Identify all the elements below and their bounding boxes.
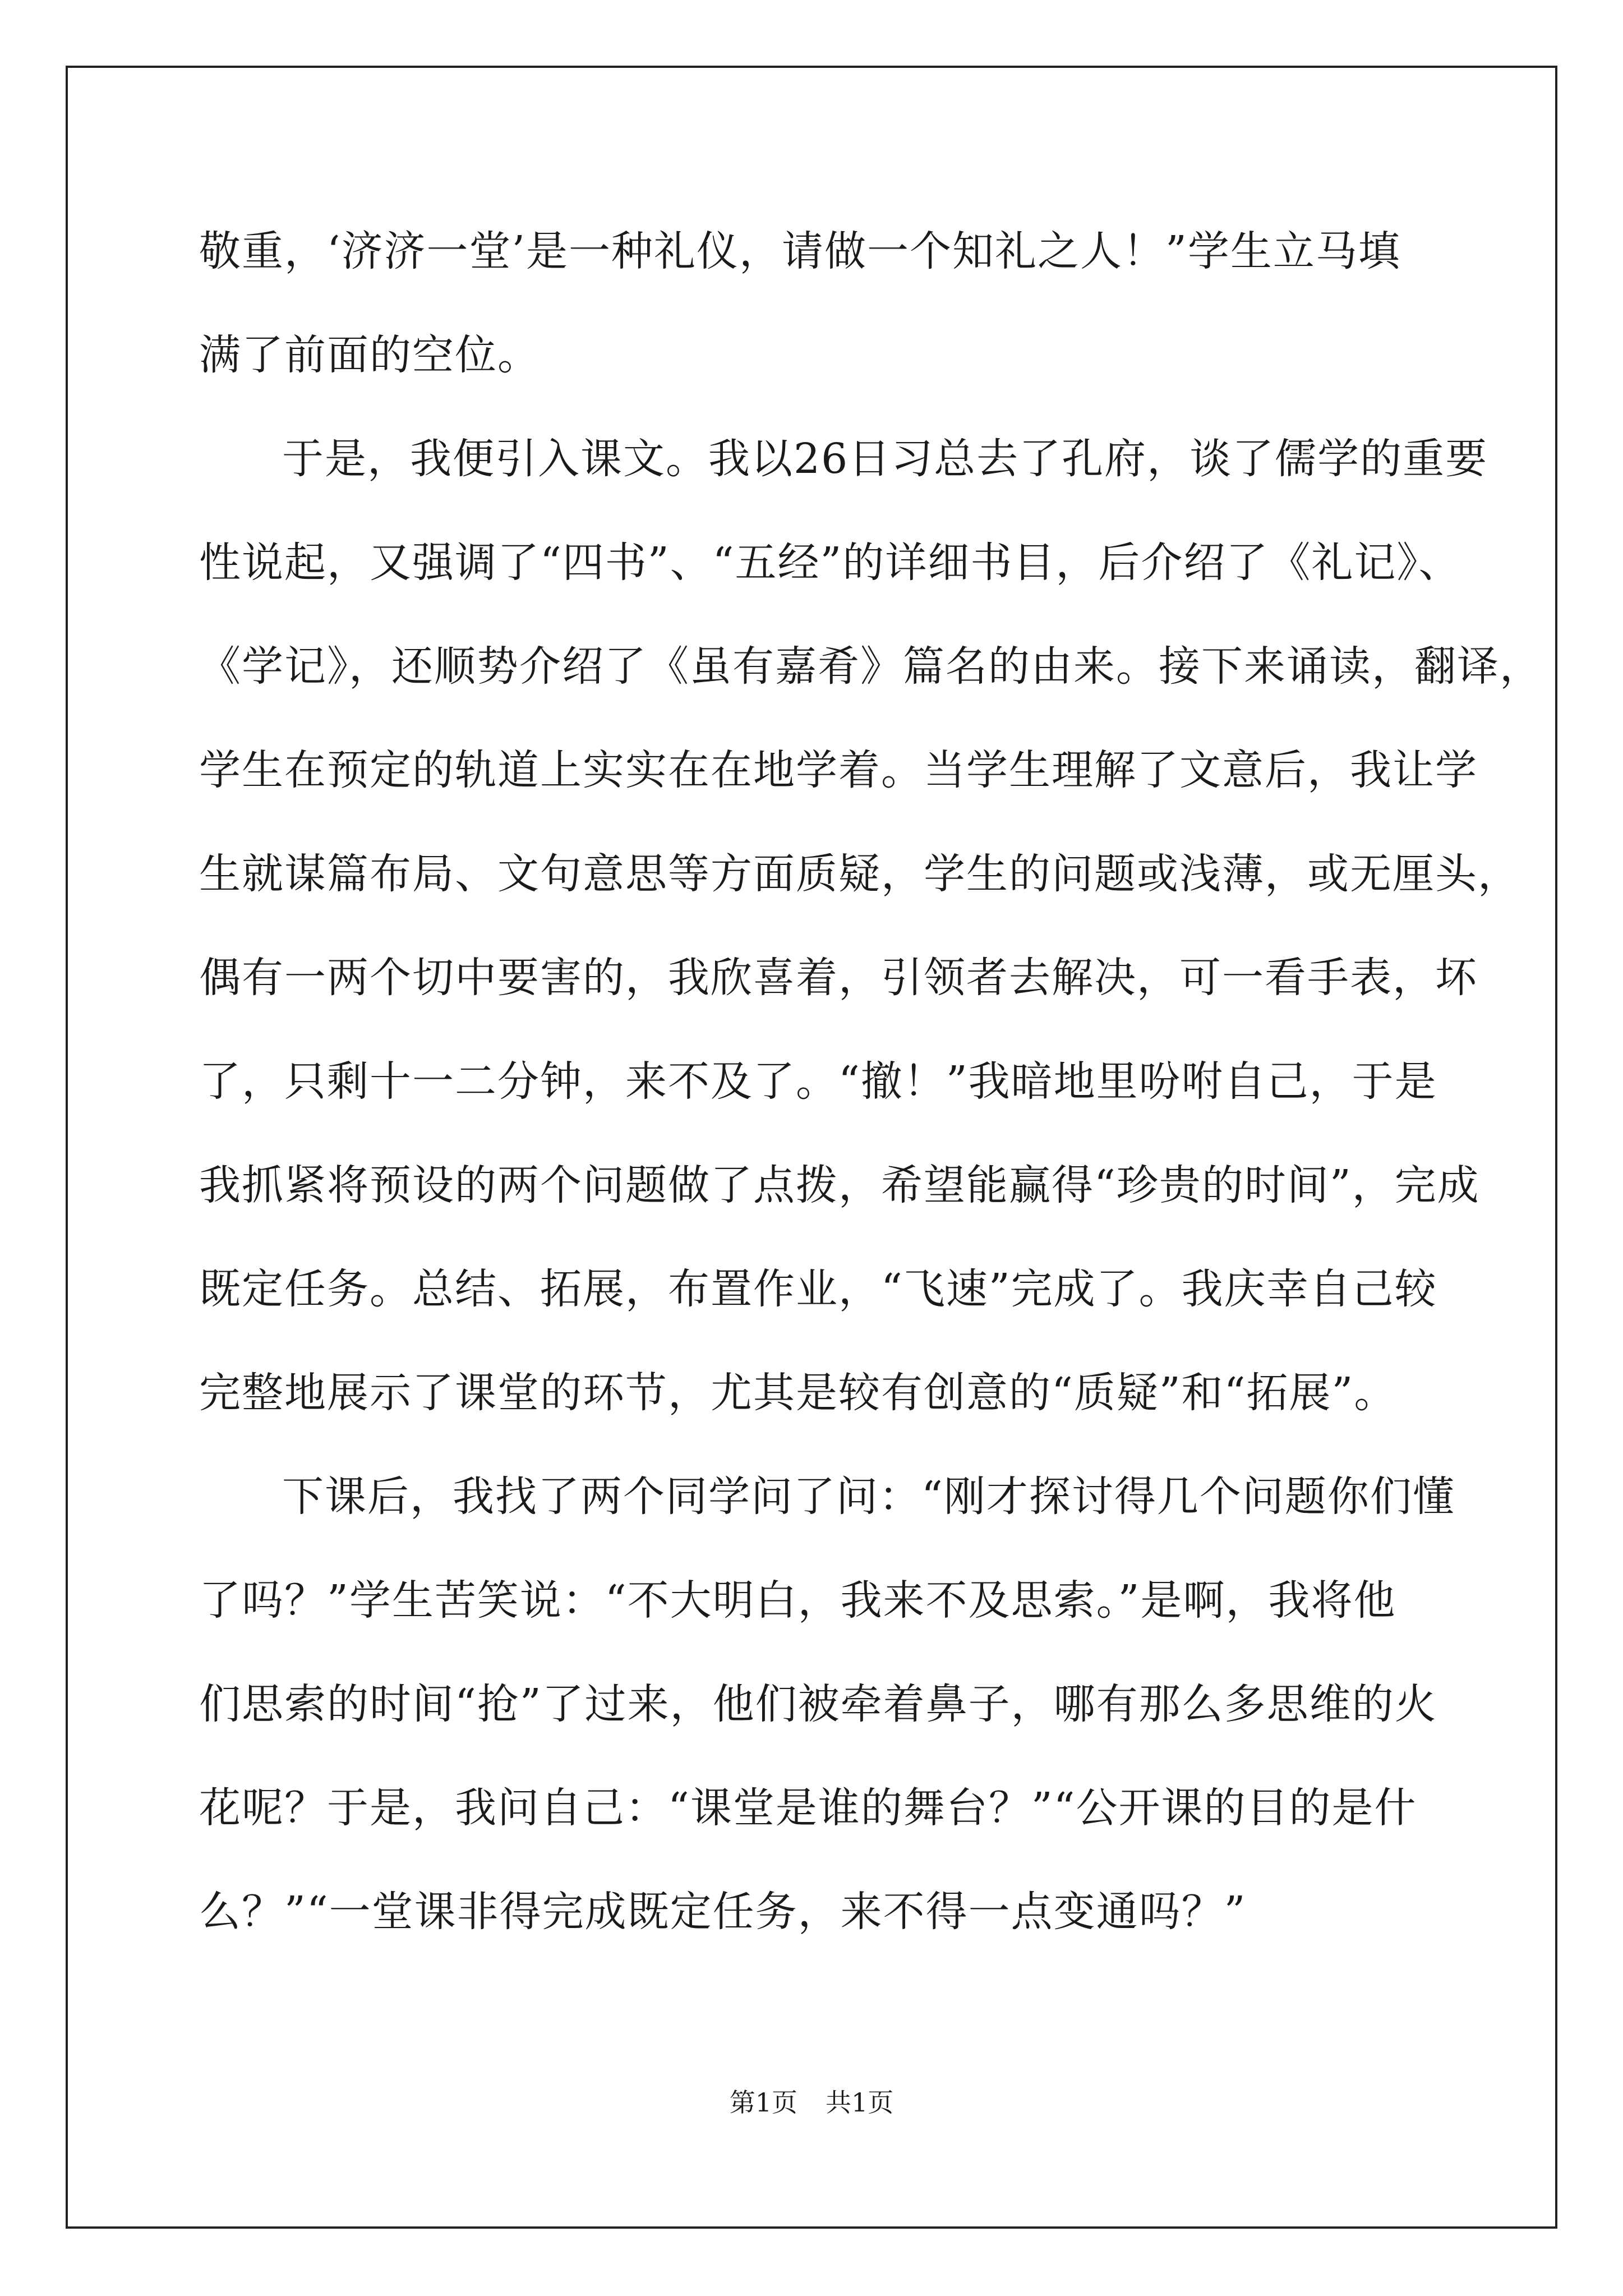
text-line: 既定任务。总结、拓展，布置作业，“飞速”完成了。我庆幸自己较 <box>199 1265 1437 1313</box>
text-line: 下课后，我找了两个同学问了问：“刚才探讨得几个问题你们懂 <box>282 1473 1455 1521</box>
text-line: 偶有一两个切中要害的，我欣喜着，引领者去解决，可一看手表，坏 <box>199 954 1478 1002</box>
page-number-current: 第1页 <box>729 2087 797 2118</box>
text-line: 生就谋篇布局、文句意思等方面质疑，学生的问题或浅薄，或无厘头， <box>199 850 1520 898</box>
text-line: 我抓紧将预设的两个问题做了点拨，希望能赢得“珍贵的时间”，完成 <box>199 1161 1480 1209</box>
text-line: 于是，我便引入课文。我以26日习总去了孔府，谈了儒学的重要 <box>282 435 1488 483</box>
text-line: 满了前面的空位。 <box>199 331 540 379</box>
text-line: 么？”“一堂课非得完成既定任务，来不得一点变通吗？” <box>199 1888 1247 1936</box>
page-number-total: 共1页 <box>826 2087 894 2118</box>
text-line: 完整地展示了课堂的环节，尤其是较有创意的“质疑”和“拓展”。 <box>199 1369 1397 1417</box>
text-line: 《学记》，还顺势介绍了《虽有嘉肴》篇名的由来。接下来诵读，翻译， <box>199 642 1542 691</box>
text-line: 花呢？于是，我问自己：“课堂是谁的舞台？”“公开课的目的是什 <box>199 1784 1417 1832</box>
text-line: 们思索的时间“抢”了过来，他们被牵着鼻子，哪有那么多思维的火 <box>199 1680 1437 1728</box>
text-line: 敬重，‘济济一堂’是一种礼仪，请做一个知礼之人！”学生立马填 <box>199 227 1401 275</box>
text-line: 性说起，又强调了“四书”、“五经”的详细书目，后介绍了《礼记》、 <box>199 539 1461 587</box>
page-footer <box>0 2086 1623 2119</box>
text-line: 了，只剩十一二分钟，来不及了。“撤！”我暗地里吩咐自己，于是 <box>199 1057 1437 1106</box>
document-body <box>199 223 1542 1987</box>
text-line: 学生在预定的轨道上实实在在地学着。当学生理解了文意后，我让学 <box>199 746 1478 794</box>
text-line: 了吗？”学生苦笑说：“不大明白，我来不及思索。”是啊，我将他 <box>199 1576 1396 1625</box>
